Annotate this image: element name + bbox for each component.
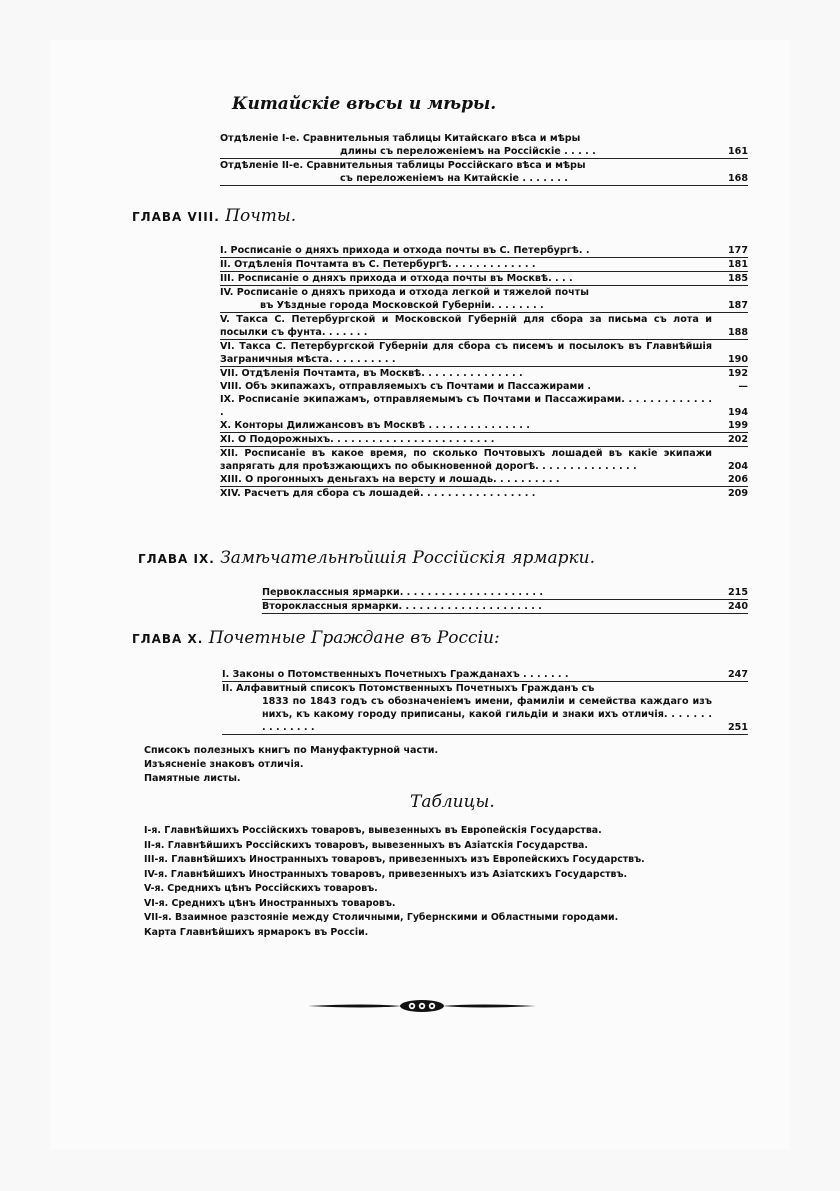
table-item[interactable]: I-я. Главнѣйшихъ Россійскихъ товаровъ, вывезенныхъ въ Европейскія Государства. (144, 825, 602, 836)
chapter-title: Замѣчательнѣйшія Россійскія ярмарки. (220, 548, 595, 568)
table-item[interactable]: II-я. Главнѣйшихъ Россійскихъ товаровъ, вывезенныхъ въ Азіатскія Государства. (144, 839, 588, 851)
chapter-10-entries (222, 668, 748, 735)
toc-entry-text: XI. О Подорожныхъ. . . . . . . . . . . . . . . . . . . . . . . . (220, 434, 495, 445)
toc-entry-page: 192 (727, 368, 748, 379)
toc-entry[interactable] (220, 367, 748, 380)
table-item[interactable]: VI-я. Среднихъ цѣнъ Иностранныхъ товаровъ. (144, 897, 396, 909)
toc-entry[interactable] (220, 473, 748, 487)
tables-list (144, 824, 756, 940)
toc-entry[interactable] (220, 286, 748, 313)
tables-heading: Таблицы. (410, 792, 495, 812)
toc-entry-text: Отдѣленіе I-е. Сравнительныя таблицы Китайскаго вѣса и мѣры (220, 133, 581, 144)
toc-entry[interactable] (220, 340, 748, 367)
toc-entry[interactable] (220, 244, 748, 258)
appendix-line[interactable]: Памятные листы. (144, 773, 241, 784)
toc-entry-text: X. Конторы Дилижансовъ въ Москвѣ . . . . . . . . . . . . . . . (220, 420, 530, 431)
chapter-10-heading (132, 628, 500, 648)
chapter-label: ГЛАВА IX. (138, 552, 215, 566)
table-item[interactable]: V-я. Среднихъ цѣнъ Россійскихъ товаровъ. (144, 883, 378, 894)
toc-entry-page: — (738, 381, 748, 392)
toc-entry-text: I. Росписаніе о дняхъ прихода и отхода почты въ С. Петербургѣ. . (220, 245, 590, 256)
toc-entry-page: 194 (727, 407, 748, 418)
toc-entry-page: 209 (727, 488, 748, 499)
chapter-title: Почетные Граждане въ Россіи: (208, 628, 500, 648)
toc-entry[interactable] (220, 487, 748, 500)
toc-entry-text: XIII. О прогонныхъ деньгахъ на версту и лошадь. . . . . . . . . . (220, 474, 560, 485)
chapter-label: ГЛАВА X. (132, 632, 204, 646)
appendix-line[interactable]: Изъясненіе знаковъ отличія. (144, 759, 304, 770)
toc-entry-text: IX. Росписаніе экипажамъ, отправляемымъ съ Почтами и Пассажирами. . . . . . . . . . . . . . (220, 394, 712, 418)
toc-entry-text: III. Росписаніе о дняхъ прихода и отхода почты въ Москвѣ. . . . (220, 273, 573, 284)
chapter-title: Почты. (225, 206, 297, 226)
toc-entry-text: VI. Такса С. Петербургской Губерніи для сбора съ писемъ и посылокъ въ Главнѣйшія Заграничныя мѣста. . . . . . . . . . (220, 341, 712, 365)
chapter-8-entries (220, 244, 748, 500)
toc-entry-page: 199 (727, 420, 748, 431)
table-item[interactable]: Карта Главнѣйшихъ ярмарокъ въ Россіи. (144, 926, 369, 938)
toc-entry-page: 177 (727, 245, 748, 256)
toc-entry-text: VII. Отдѣленія Почтамта, въ Москвѣ. . . . . . . . . . . . . . . (220, 368, 523, 379)
toc-entry-text: V. Такса С. Петербургской и Московской Губерній для сбора за письма съ лота и посылки съ фунта. . . . . . . (220, 314, 712, 338)
toc-entry[interactable] (220, 258, 748, 272)
toc-entry-page: 202 (727, 434, 748, 445)
toc-entry-page: 168 (727, 173, 748, 184)
toc-entry[interactable] (220, 380, 748, 393)
chapter-8-heading (132, 206, 296, 226)
toc-entry-page: 251 (727, 722, 748, 733)
toc-entry-page: 161 (727, 146, 748, 157)
chapter-9-heading (138, 548, 595, 568)
toc-entry[interactable] (220, 159, 748, 186)
toc-entry[interactable] (220, 272, 748, 286)
chapter-9-entries (262, 586, 748, 614)
toc-entry[interactable] (220, 132, 748, 159)
toc-entry-page: 206 (727, 474, 748, 485)
table-item[interactable]: IV-я. Главнѣйшихъ Иностранныхъ товаровъ, привезенныхъ изъ Азіатскихъ Государствъ. (144, 868, 628, 880)
toc-entry-page: 240 (727, 601, 748, 612)
toc-entry-page: 185 (727, 273, 748, 284)
toc-entry-page: 247 (727, 669, 748, 680)
toc-entry-text: II. Алфавитный списокъ Потомственныхъ Почетныхъ Гражданъ съ (222, 683, 595, 694)
toc-entry[interactable] (262, 600, 748, 614)
toc-entry[interactable] (262, 586, 748, 600)
table-item[interactable]: III-я. Главнѣйшихъ Иностранныхъ товаровъ, привезенныхъ изъ Европейскихъ Государствъ. (144, 854, 645, 865)
table-item[interactable]: VII-я. Взаимное разстояніе между Столичными, Губернскими и Областными городами. (144, 912, 619, 923)
chapter-label: ГЛАВА VIII. (132, 210, 220, 224)
toc-entry-page: 215 (727, 587, 748, 598)
toc-entry-text: IV. Росписаніе о дняхъ прихода и отхода легкой и тяжелой почты (220, 287, 589, 298)
toc-entry-text: II. Отдѣленія Почтамта въ С. Петербургѣ. . . . . . . . . . . . . (220, 259, 536, 270)
toc-entry-page: 187 (727, 300, 748, 311)
toc-entry-text: Первоклассныя ярмарки. . . . . . . . . . . . . . . . . . . . . (262, 587, 544, 598)
toc-entry-text: XII. Росписаніе въ какое время, по сколько Почтовыхъ лошадей въ какіе экипажи запрягать для проѣзжающихъ по обыкновенной дорогѣ. . . . . . . . . . . . . . . (220, 448, 712, 472)
toc-entry-text-cont: длины съ переложеніемъ на Россійскіе . . . . . (340, 146, 596, 157)
toc-entry[interactable] (222, 682, 748, 735)
toc-entry-text-cont: въ Уѣздные города Московской Губерніи. . . . . . . . (260, 300, 544, 311)
toc-entry-text: XIV. Расчетъ для сбора съ лошадей. . . . . . . . . . . . . . . . . (220, 488, 536, 499)
appendix-line[interactable]: Списокъ полезныхъ книгъ по Мануфактурной части. (144, 745, 439, 756)
china-entries (220, 132, 748, 186)
toc-entry-text-cont: съ переложеніемъ на Китайскіе . . . . . . . (340, 173, 568, 184)
toc-entry[interactable] (220, 433, 748, 447)
toc-entry[interactable] (220, 393, 748, 419)
ornament-divider-icon (306, 996, 538, 1016)
toc-entry-page: 204 (727, 461, 748, 472)
toc-entry-text: Отдѣленіе II-е. Сравнительныя таблицы Россійскаго вѣса и мѣры (220, 160, 586, 171)
toc-entry[interactable] (220, 447, 748, 473)
toc-entry-text: I. Законы о Потомственныхъ Почетныхъ Гражданахъ . . . . . . . (222, 669, 569, 680)
toc-entry-text: VIII. Объ экипажахъ, отправляемыхъ съ Почтами и Пассажирами . (220, 381, 592, 392)
toc-entry[interactable] (220, 419, 748, 433)
section-heading-china: Китайскіе вѣсы и мѣры. (232, 94, 497, 114)
toc-entry-text: Второклассныя ярмарки. . . . . . . . . . . . . . . . . . . . . (262, 601, 542, 612)
toc-entry[interactable] (222, 668, 748, 682)
toc-entry-page: 188 (727, 327, 748, 338)
toc-entry-page: 190 (727, 354, 748, 365)
toc-entry[interactable] (220, 313, 748, 340)
toc-entry-text-cont: 1833 по 1843 годъ съ обозначеніемъ имени, фамиліи и семейства каждаго изъ нихъ, къ какому городу приписаны, какой гильдіи и знаки ихъ отличія. . . . . . . . . . . . . . . (262, 696, 712, 733)
appendix-lines (144, 744, 744, 786)
toc-entry-page: 181 (727, 259, 748, 270)
